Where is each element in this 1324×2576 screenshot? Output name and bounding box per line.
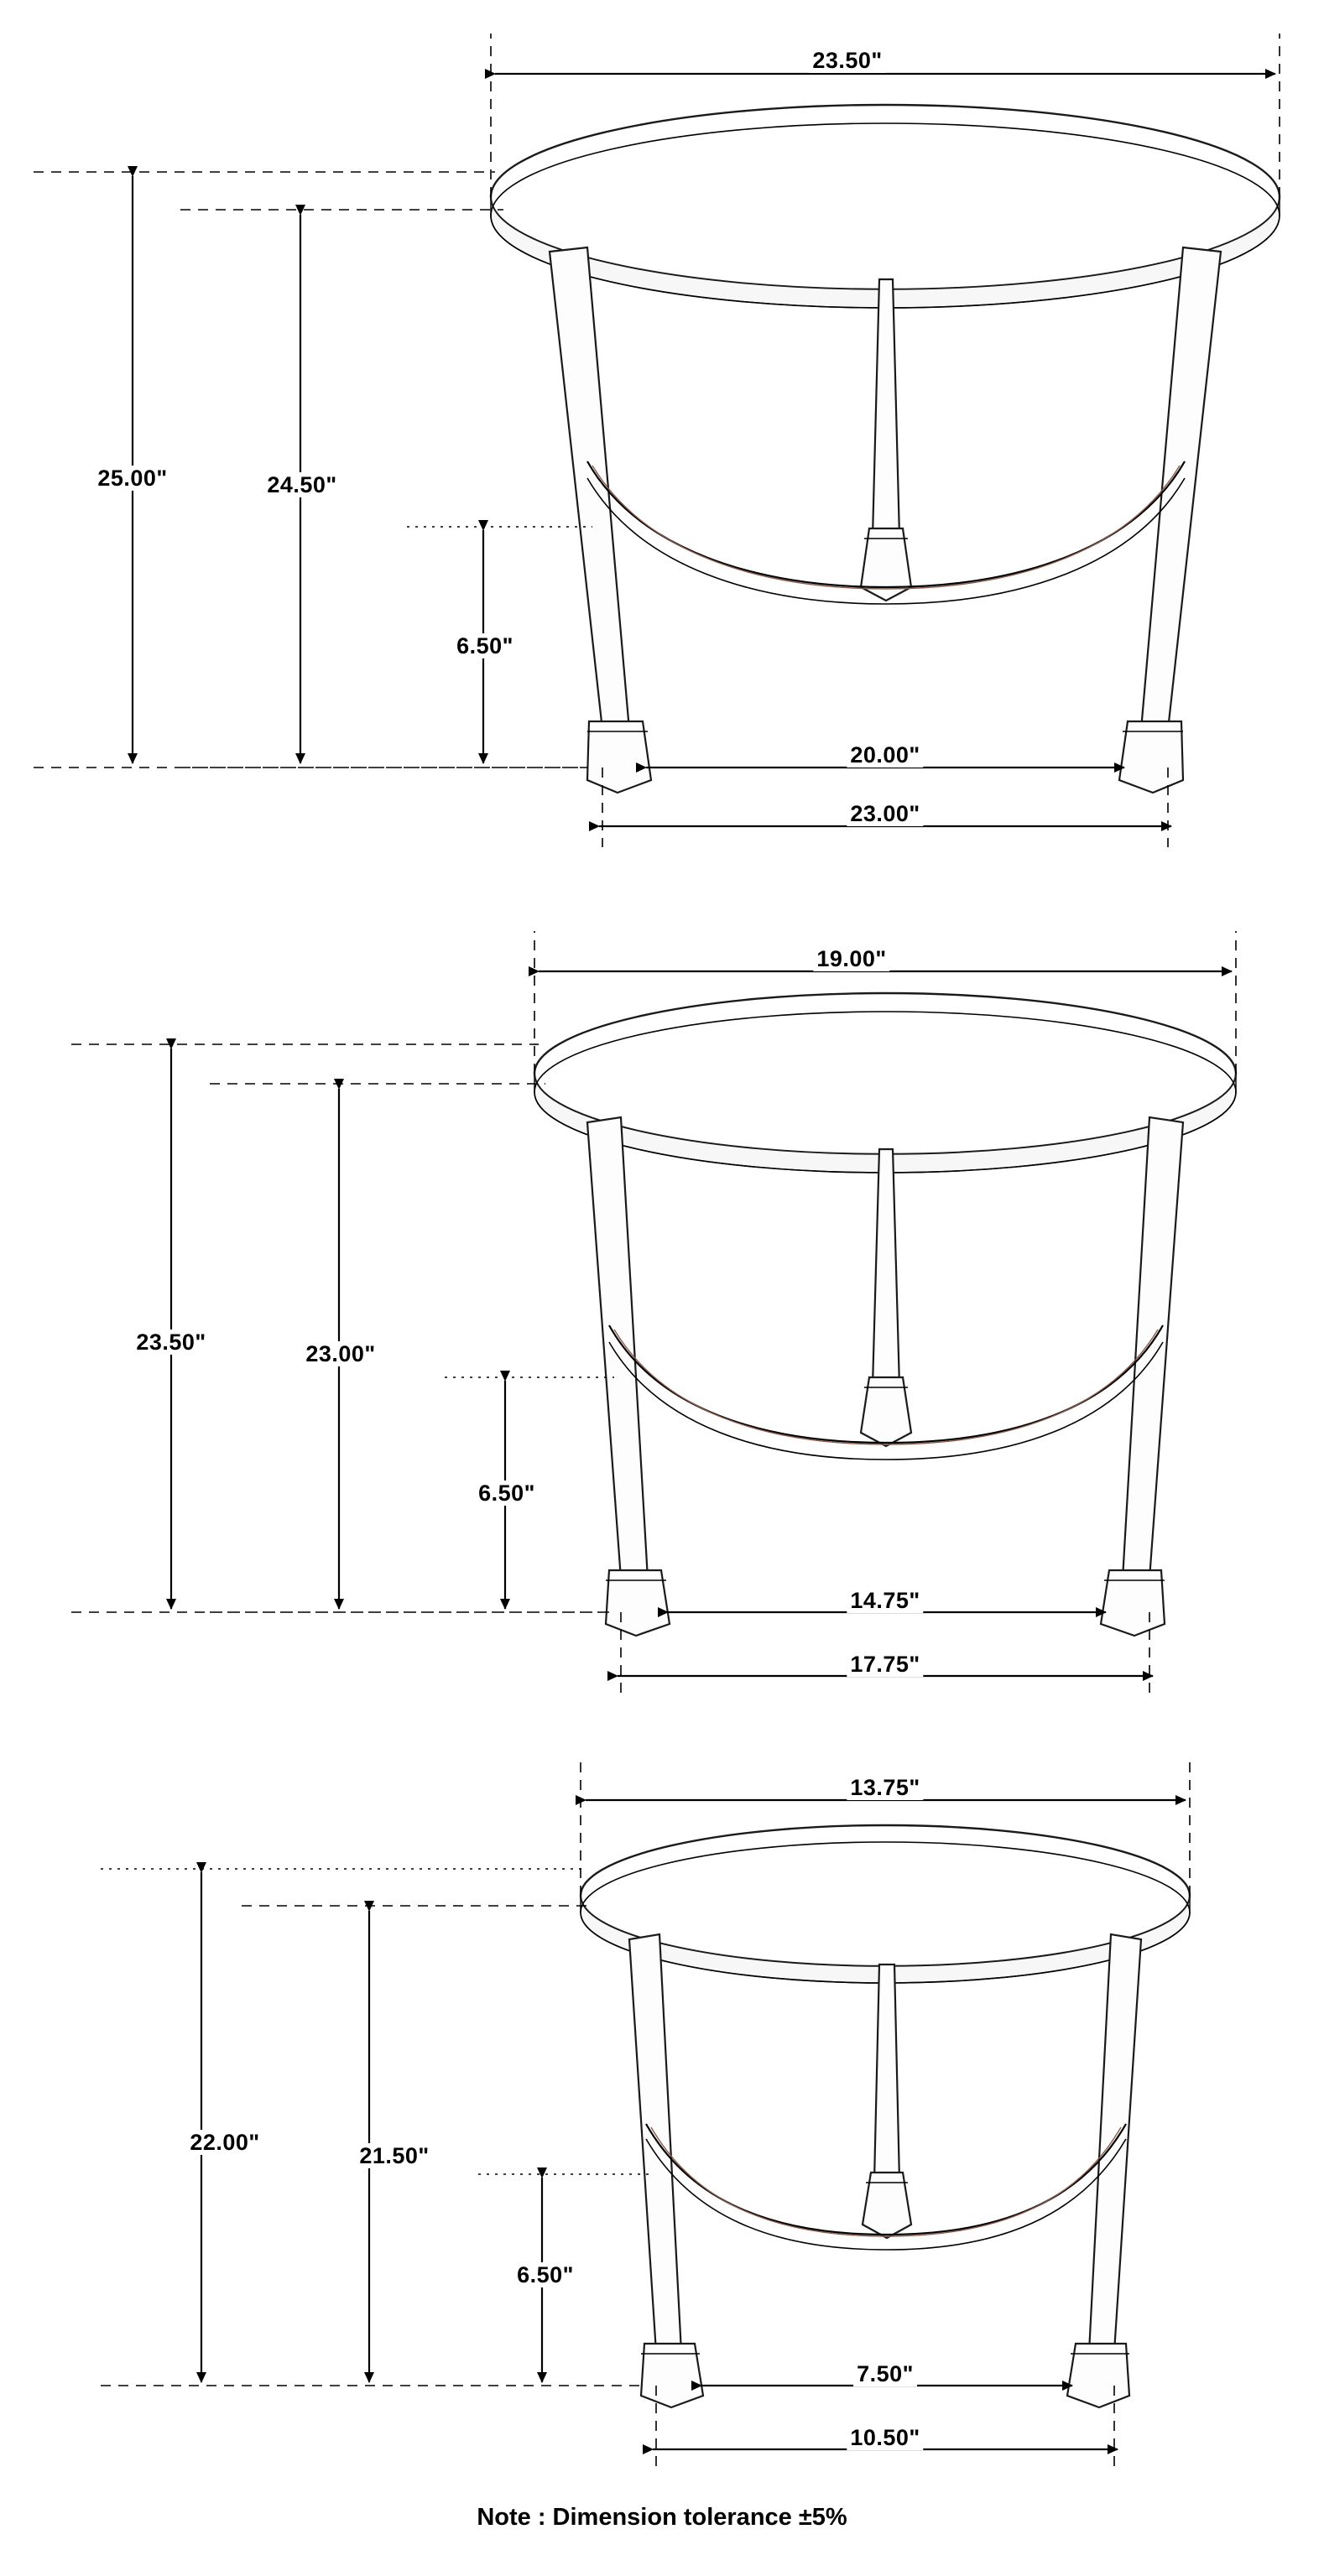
large-stretcher-height-label: 6.50" — [453, 633, 517, 658]
small-top-diameter-label: 13.75" — [847, 1775, 923, 1800]
large-surface-height-label: 24.50" — [263, 472, 340, 497]
large-outer-spread-label: 23.00" — [847, 801, 923, 826]
medium-overall-height-label: 23.50" — [133, 1330, 209, 1355]
medium-surface-height-label: 23.00" — [302, 1341, 378, 1366]
large-overall-height-label: 25.00" — [94, 466, 170, 491]
large-top-diameter-label: 23.50" — [809, 48, 885, 73]
large-table-drawing — [0, 0, 1324, 906]
medium-table-geometry — [0, 906, 1324, 1745]
large-inner-spread-label: 20.00" — [847, 742, 923, 768]
medium-stretcher-height-label: 6.50" — [475, 1481, 539, 1506]
large-table-geometry — [0, 0, 1324, 906]
medium-outer-spread-label: 17.75" — [847, 1652, 923, 1677]
small-table-geometry — [0, 1745, 1324, 2483]
small-table-drawing — [0, 1745, 1324, 2483]
small-outer-spread-label: 10.50" — [847, 2425, 923, 2450]
small-stretcher-height-label: 6.50" — [513, 2262, 577, 2287]
small-inner-spread-label: 7.50" — [853, 2361, 917, 2386]
tolerance-note: Note : Dimension tolerance ±5% — [477, 2504, 847, 2531]
medium-table-drawing — [0, 906, 1324, 1745]
small-overall-height-label: 22.00" — [186, 2130, 263, 2155]
small-surface-height-label: 21.50" — [356, 2143, 432, 2168]
medium-top-diameter-label: 19.00" — [813, 946, 889, 971]
medium-inner-spread-label: 14.75" — [847, 1588, 923, 1613]
